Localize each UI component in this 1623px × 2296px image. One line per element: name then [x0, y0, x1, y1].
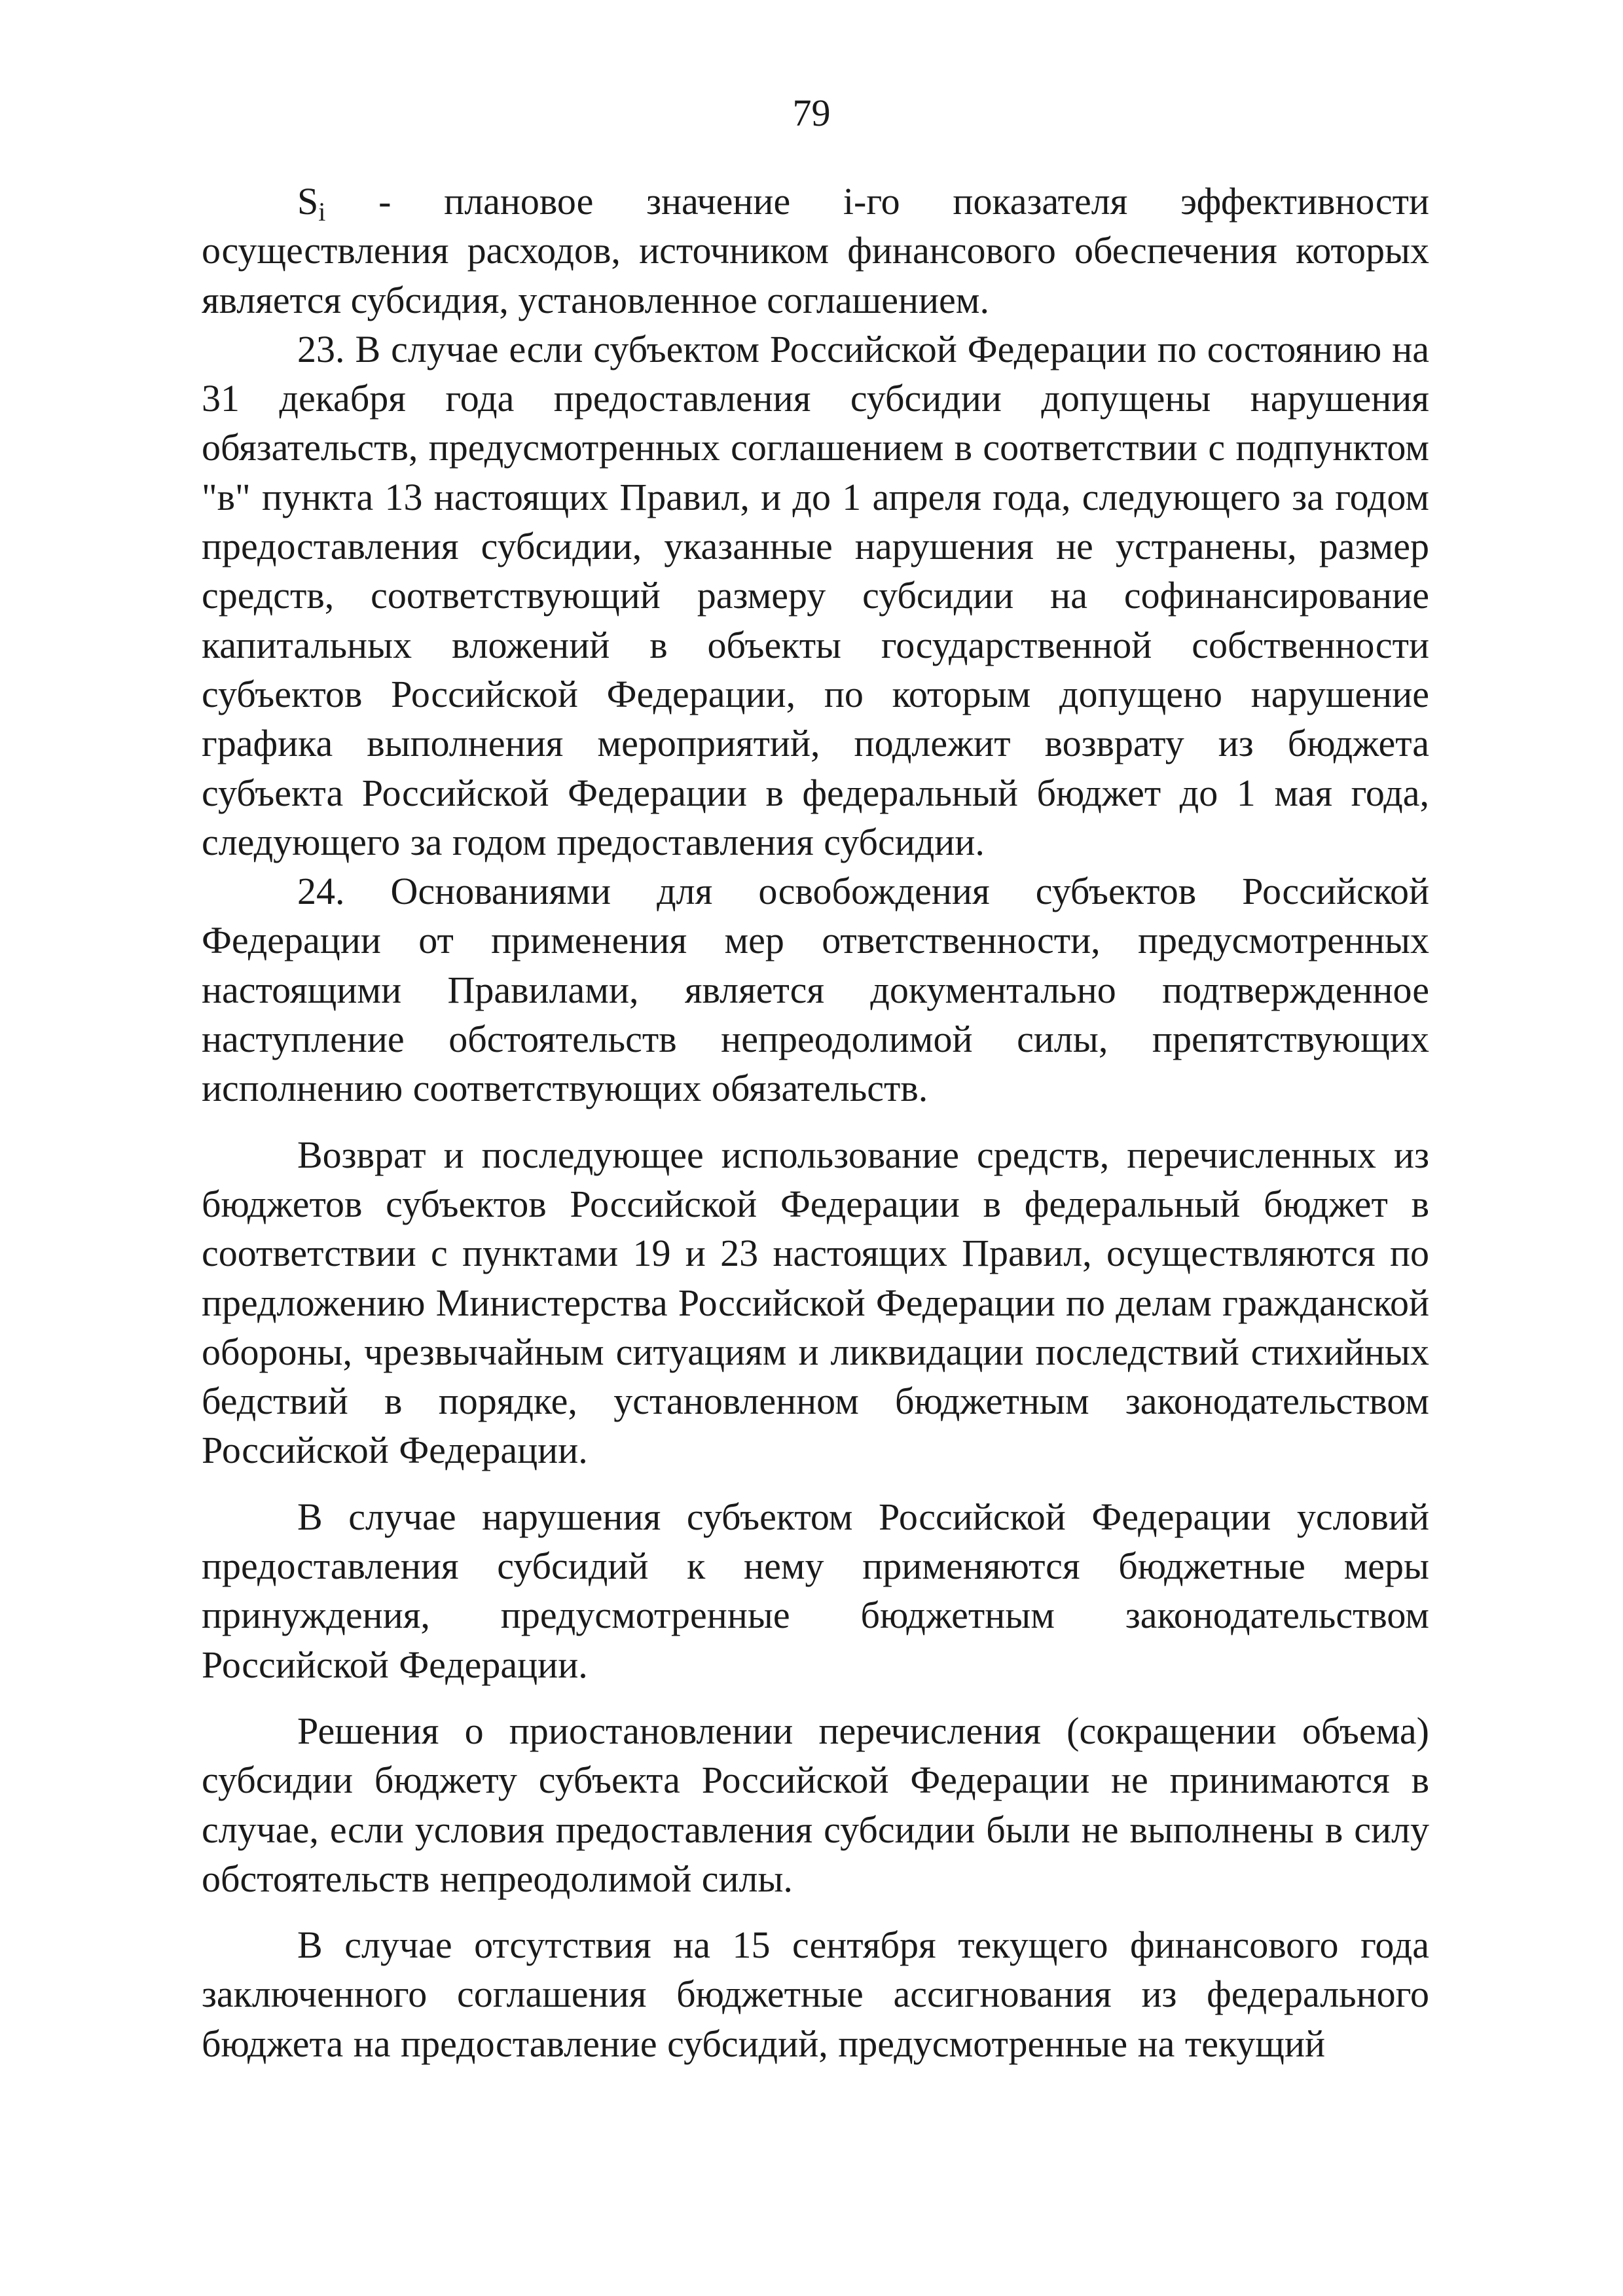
paragraph-refund: Возврат и последующее использование средств, перечисленных из бюджетов субъектов Российской Федерации в федеральный бюджет в соответствии с пунктами 19 и 23 настоящих Правил, осуществляются по предложению Министерства Российской Федерации по делам гражданской обороны, чрезвычайным ситуациям и ликвидации последствий стихийных бедствий в порядке, установленном бюджетным законодательством Российской Федерации. — [202, 1133, 1429, 1472]
paragraph-24: 24. Основаниями для освобождения субъектов Российской Федерации от применения мер ответственности, предусмотренных настоящими Правилами, является документально подтвержденное наступление обстоятельств непреодолимой силы, препятствующих исполнению соответствующих обязательств. — [202, 870, 1429, 1110]
si-symbol: S — [297, 180, 319, 223]
document-body — [202, 177, 1429, 2068]
paragraph-23: 23. В случае если субъектом Российской Федерации по состоянию на 31 декабря года предоставления субсидии допущены нарушения обязательств, предусмотренных соглашением в соответствии с подпунктом "в" пункта 13 настоящих Правил, и до 1 апреля года, следующего за годом предоставления субсидии, указанные нарушения не устранены, размер средств, соответствующий размеру субсидии на софинансирование капитальных вложений в объекты государственной собственности субъектов Российской Федерации, по которым допущено нарушение графика выполнения мероприятий, подлежит возврату из бюджета субъекта Российской Федерации в федеральный бюджет до 1 мая года, следующего за годом предоставления субсидии. — [202, 327, 1429, 863]
si-definition — [202, 177, 1429, 325]
si-definition-rest: осуществления расходов, источником финансового обеспечения которых является субсидия, установленное соглашением. — [202, 229, 1429, 321]
si-definition-line1: - плановое значение i-го показателя эффективности — [325, 180, 1429, 223]
page-number: 79 — [792, 92, 831, 134]
paragraph-violation: В случае нарушения субъектом Российской Федерации условий предоставления субсидий к нему применяются бюджетные меры принуждения, предусмотренные бюджетным законодательством Российской Федерации. — [202, 1495, 1429, 1686]
paragraph-suspension: Решения о приостановлении перечисления (сокращении объема) субсидии бюджету субъекта Российской Федерации не принимаются в случае, если условия предоставления субсидии были не выполнены в силу обстоятельств непреодолимой силы. — [202, 1709, 1429, 1900]
paragraph-absence-agreement: В случае отсутствия на 15 сентября текущего финансового года заключенного соглашения бюджетные ассигнования из федерального бюджета на предоставление субсидий, предусмотренные на текущий — [202, 1924, 1429, 2065]
si-subscript: i — [318, 197, 326, 226]
si-definition-first-line — [202, 177, 1429, 226]
